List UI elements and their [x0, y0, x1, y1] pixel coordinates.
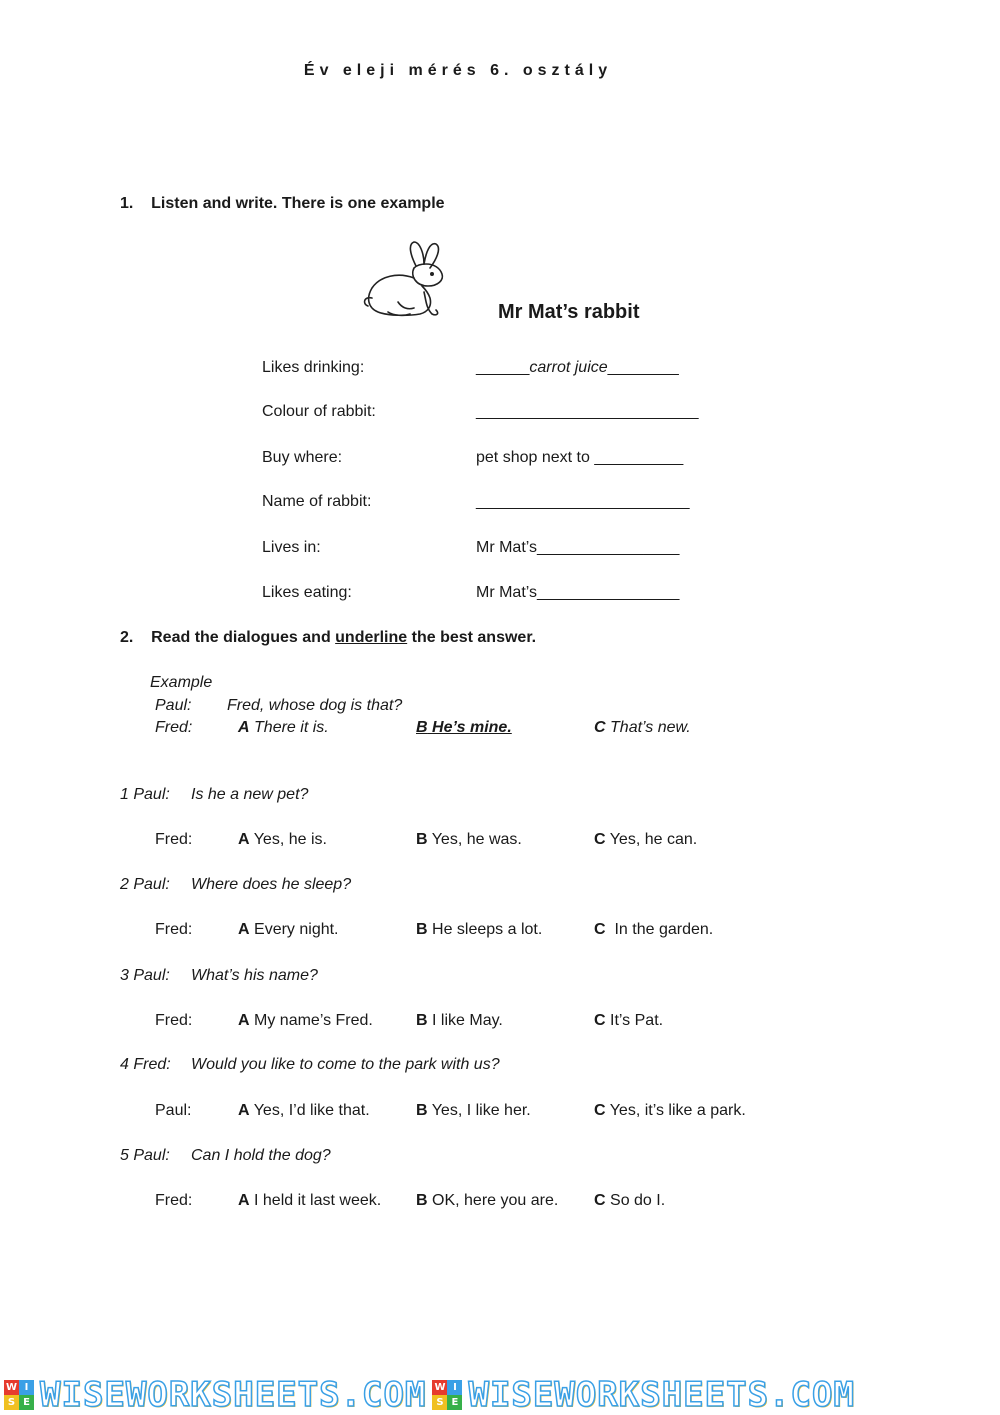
badge-cell: I — [19, 1380, 34, 1395]
option-b[interactable]: B Yes, he was. — [416, 831, 522, 848]
example-answer: carrot juice — [529, 359, 608, 376]
speaker: Fred: — [155, 921, 193, 938]
answer-line[interactable]: Mr Mat’s________________ — [476, 584, 680, 601]
example-label: Example — [150, 674, 213, 691]
row-label: Name of rabbit: — [262, 493, 372, 510]
option-a[interactable]: A I held it last week. — [238, 1192, 382, 1209]
speaker: Paul: — [155, 697, 192, 714]
speaker: Fred: — [155, 719, 193, 736]
option-b-selected: B He’s mine. — [416, 719, 512, 736]
row-label: Likes drinking: — [262, 359, 365, 376]
option-c: C That’s new. — [594, 719, 691, 736]
row-label: Likes eating: — [262, 584, 352, 601]
option-b[interactable]: B I like May. — [416, 1012, 503, 1029]
question: What’s his name? — [191, 967, 318, 984]
answer-line[interactable]: _________________________ — [476, 403, 699, 420]
option-a[interactable]: A Yes, I’d like that. — [238, 1102, 370, 1119]
speaker: 2 Paul: — [120, 876, 170, 893]
rabbit-title: Mr Mat’s rabbit — [498, 301, 640, 323]
speaker: 5 Paul: — [120, 1147, 170, 1164]
speaker: 3 Paul: — [120, 967, 170, 984]
badge-cell: E — [447, 1395, 462, 1410]
option-c[interactable]: C It’s Pat. — [594, 1012, 664, 1029]
footer-watermark — [0, 1376, 1000, 1413]
badge-cell: I — [447, 1380, 462, 1395]
logo-icon — [4, 1380, 34, 1410]
badge-cell: S — [432, 1395, 447, 1410]
page-title: Év eleji mérés 6. osztály — [303, 62, 613, 79]
option-a[interactable]: A Every night. — [238, 921, 339, 938]
answer-line[interactable]: Mr Mat’s________________ — [476, 539, 680, 556]
option-c[interactable]: C Yes, it’s like a park. — [594, 1102, 746, 1119]
watermark-text: WISEWORKSHEETS.COM — [468, 1374, 855, 1415]
speaker: 4 Fred: — [120, 1056, 171, 1073]
badge-cell: W — [5, 1381, 18, 1393]
watermark-text: WISEWORKSHEETS.COM — [40, 1374, 427, 1415]
option-b[interactable]: B Yes, I like her. — [416, 1102, 531, 1119]
task2-heading: 2. Read the dialogues and underline the best answer. — [120, 629, 537, 646]
answer-line[interactable]: pet shop next to __________ — [476, 449, 684, 466]
task1-heading: 1. Listen and write. There is one example — [120, 195, 445, 212]
question: Fred, whose dog is that? — [227, 697, 403, 714]
row-label: Buy where: — [262, 449, 343, 466]
option-a: A There it is. — [238, 719, 329, 736]
speaker: 1 Paul: — [120, 786, 170, 803]
badge-cell: S — [4, 1395, 19, 1410]
row-label: Colour of rabbit: — [262, 403, 376, 420]
question: Where does he sleep? — [191, 876, 352, 893]
badge-cell: E — [19, 1395, 34, 1410]
answer-line[interactable]: ________________________ — [476, 493, 690, 510]
logo-icon — [432, 1380, 462, 1410]
option-c[interactable]: C Yes, he can. — [594, 831, 698, 848]
option-b[interactable]: B He sleeps a lot. — [416, 921, 543, 938]
option-a[interactable]: A My name’s Fred. — [238, 1012, 373, 1029]
option-b[interactable]: B OK, here you are. — [416, 1192, 559, 1209]
speaker: Fred: — [155, 831, 193, 848]
question: Is he a new pet? — [191, 786, 309, 803]
rabbit-icon — [358, 236, 458, 322]
option-c[interactable]: C In the garden. — [594, 921, 714, 938]
option-a[interactable]: A Yes, he is. — [238, 831, 327, 848]
badge-cell: W — [434, 1381, 446, 1393]
question: Would you like to come to the park with us? — [191, 1056, 500, 1073]
answer-line[interactable]: ______carrot juice________ — [476, 359, 679, 376]
row-label: Lives in: — [262, 539, 321, 556]
speaker: Fred: — [155, 1192, 193, 1209]
speaker: Paul: — [155, 1102, 192, 1119]
option-c[interactable]: C So do I. — [594, 1192, 666, 1209]
speaker: Fred: — [155, 1012, 193, 1029]
question: Can I hold the dog? — [191, 1147, 331, 1164]
